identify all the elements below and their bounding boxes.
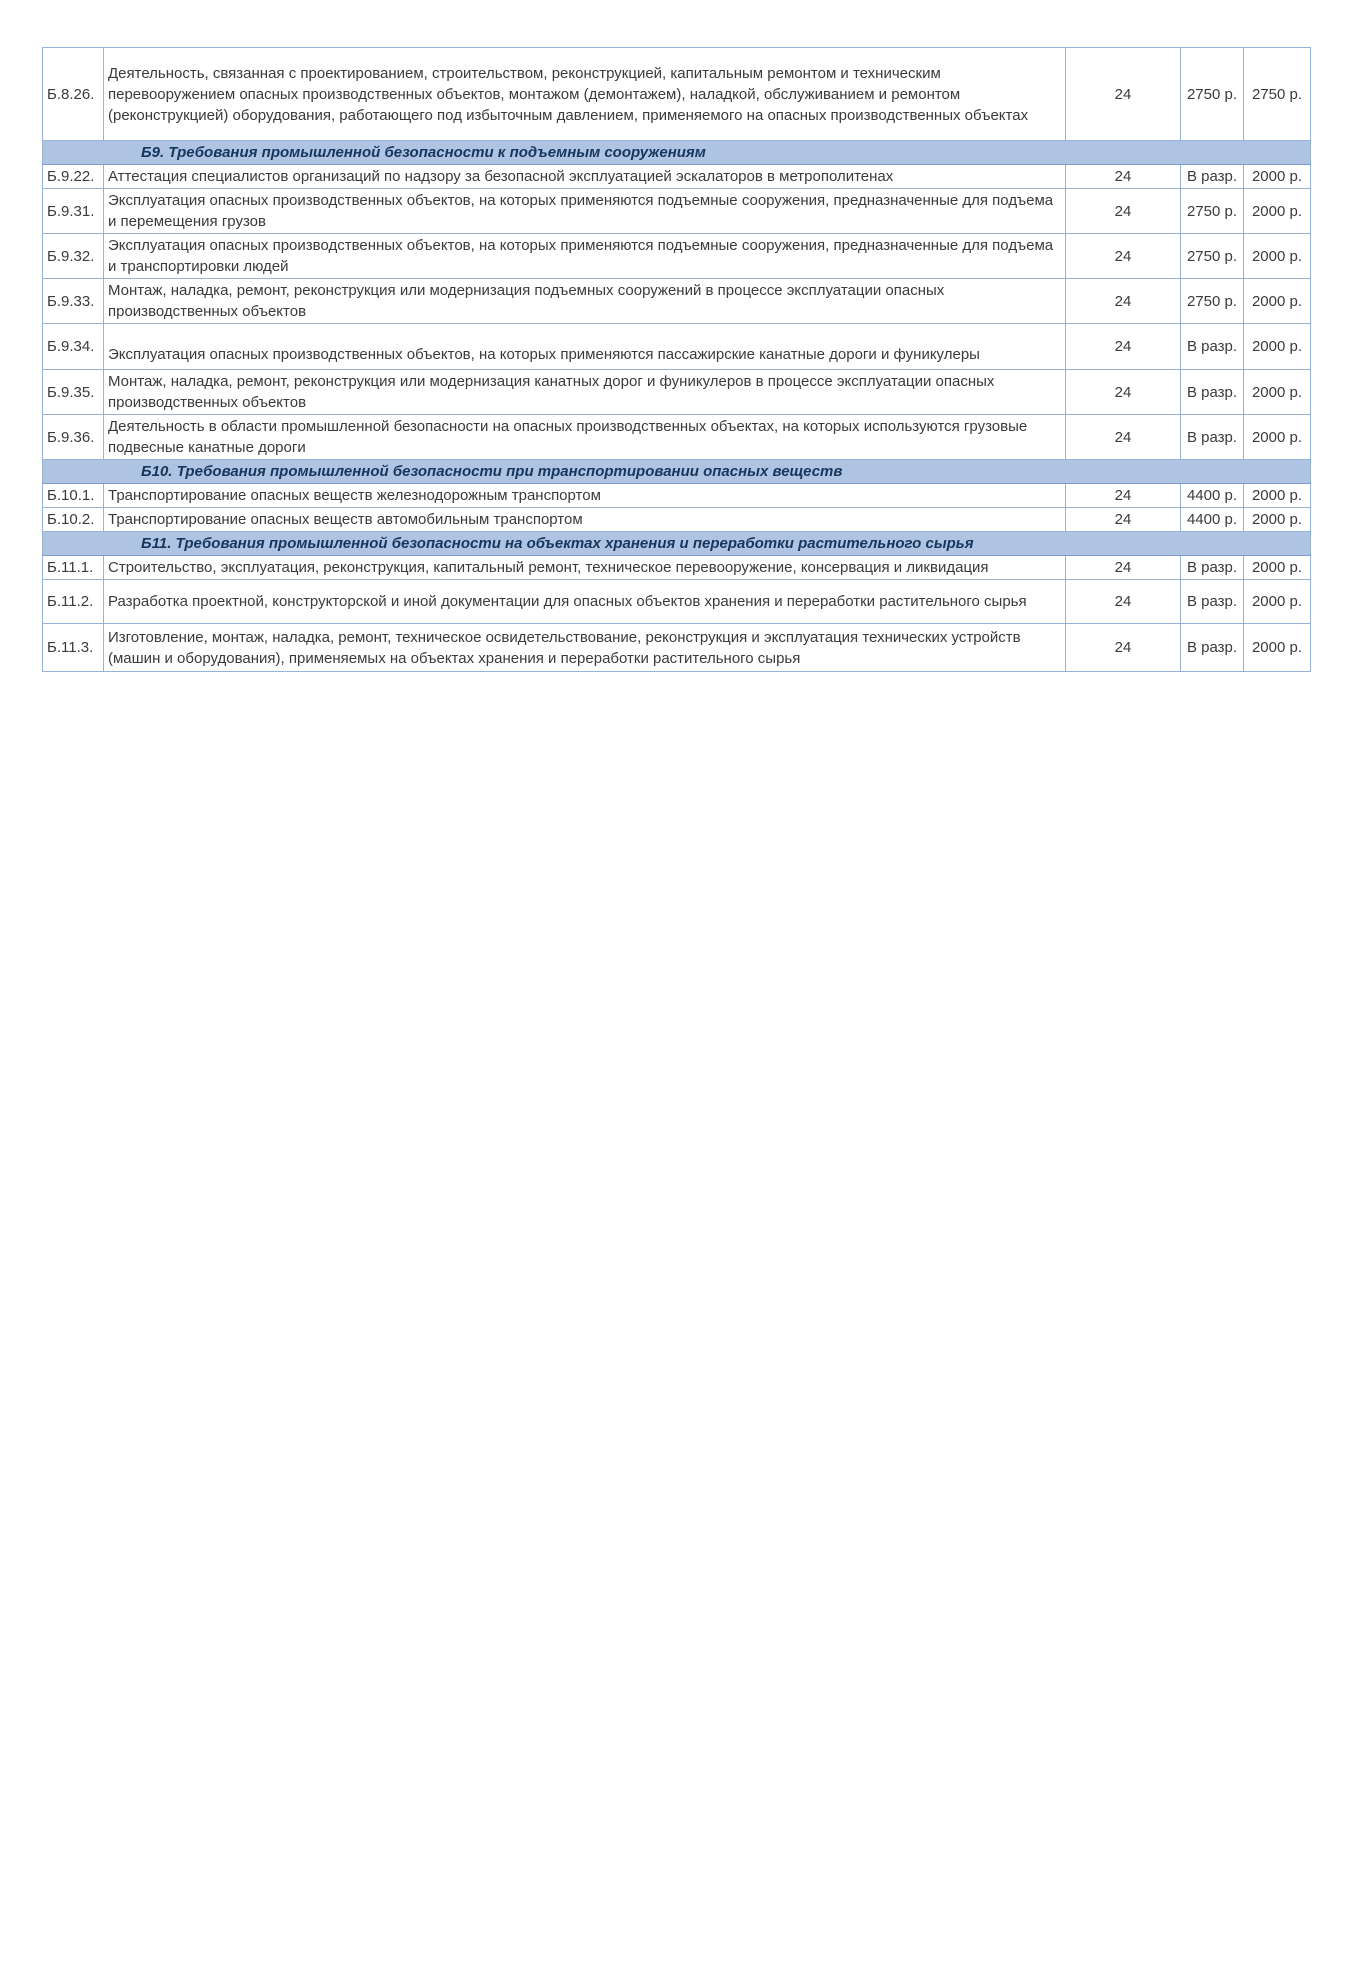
price-1-cell: 2750 р. xyxy=(1181,234,1244,279)
row-description: Эксплуатация опасных производственных объектов, на которых применяются подъемные сооружения, предназначенные для подъема и перемещения грузов xyxy=(104,189,1066,234)
price-2-cell: 2000 р. xyxy=(1244,165,1311,189)
table-row xyxy=(43,508,1311,532)
price-1-cell: 4400 р. xyxy=(1181,484,1244,508)
hours-cell: 24 xyxy=(1066,508,1181,532)
price-2-cell: 2000 р. xyxy=(1244,484,1311,508)
price-1-cell: 2750 р. xyxy=(1181,279,1244,324)
price-2-cell: 2000 р. xyxy=(1244,580,1311,624)
price-2-cell: 2000 р. xyxy=(1244,370,1311,415)
row-description: Эксплуатация опасных производственных объектов, на которых применяются подъемные сооружения, предназначенные для подъема и транспортировки людей xyxy=(104,234,1066,279)
row-code: Б.9.34. xyxy=(43,324,104,370)
hours-cell: 24 xyxy=(1066,48,1181,141)
hours-cell: 24 xyxy=(1066,580,1181,624)
row-description: Транспортирование опасных веществ железнодорожным транспортом xyxy=(104,484,1066,508)
table-row xyxy=(43,189,1311,234)
hours-cell: 24 xyxy=(1066,234,1181,279)
price-2-cell: 2000 р. xyxy=(1244,556,1311,580)
row-description: Деятельность, связанная с проектированием, строительством, реконструкцией, капитальным ремонтом и техническим перевооружением опасных производственных объектов, монтажом (демонтажем), наладкой, обслуживанием и ремонтом (реконструкцией) оборудования, работающего под избыточным давлением, применяемого на опасных производственных объектах xyxy=(104,48,1066,141)
price-1-cell: В разр. xyxy=(1181,556,1244,580)
row-description: Деятельность в области промышленной безопасности на опасных производственных объектах, на которых используются грузовые подвесные канатные дороги xyxy=(104,415,1066,460)
row-code: Б.9.35. xyxy=(43,370,104,415)
price-1-cell: В разр. xyxy=(1181,415,1244,460)
row-code: Б.11.3. xyxy=(43,624,104,672)
row-description: Транспортирование опасных веществ автомобильным транспортом xyxy=(104,508,1066,532)
price-2-cell: 2000 р. xyxy=(1244,508,1311,532)
section-header-row xyxy=(43,141,1311,165)
hours-cell: 24 xyxy=(1066,556,1181,580)
price-2-cell: 2000 р. xyxy=(1244,624,1311,672)
price-1-cell: В разр. xyxy=(1181,324,1244,370)
table-row xyxy=(43,484,1311,508)
hours-cell: 24 xyxy=(1066,415,1181,460)
section-title: Б11. Требования промышленной безопасности на объектах хранения и переработки растительного сырья xyxy=(43,532,1311,556)
hours-cell: 24 xyxy=(1066,370,1181,415)
row-code: Б.9.22. xyxy=(43,165,104,189)
table-row xyxy=(43,324,1311,370)
table-row xyxy=(43,165,1311,189)
table-row xyxy=(43,556,1311,580)
table-row xyxy=(43,370,1311,415)
row-code: Б.8.26. xyxy=(43,48,104,141)
table-row xyxy=(43,580,1311,624)
hours-cell: 24 xyxy=(1066,189,1181,234)
price-2-cell: 2000 р. xyxy=(1244,189,1311,234)
row-description: Аттестация специалистов организаций по надзору за безопасной эксплуатацией эскалаторов в метрополитенах xyxy=(104,165,1066,189)
hours-cell: 24 xyxy=(1066,484,1181,508)
row-code: Б.11.2. xyxy=(43,580,104,624)
row-description: Монтаж, наладка, ремонт, реконструкция или модернизация подъемных сооружений в процессе эксплуатации опасных производственных объектов xyxy=(104,279,1066,324)
hours-cell: 24 xyxy=(1066,624,1181,672)
section-header-row xyxy=(43,532,1311,556)
price-1-cell: 4400 р. xyxy=(1181,508,1244,532)
price-1-cell: 2750 р. xyxy=(1181,48,1244,141)
row-code: Б.10.1. xyxy=(43,484,104,508)
section-title: Б9. Требования промышленной безопасности к подъемным сооружениям xyxy=(43,141,1311,165)
row-code: Б.10.2. xyxy=(43,508,104,532)
row-code: Б.11.1. xyxy=(43,556,104,580)
price-2-cell: 2750 р. xyxy=(1244,48,1311,141)
row-code: Б.9.33. xyxy=(43,279,104,324)
table-row xyxy=(43,234,1311,279)
price-1-cell: В разр. xyxy=(1181,370,1244,415)
price-1-cell: В разр. xyxy=(1181,580,1244,624)
table-row xyxy=(43,48,1311,141)
row-description: Разработка проектной, конструкторской и иной документации для опасных объектов хранения и переработки растительного сырья xyxy=(104,580,1066,624)
table-row xyxy=(43,415,1311,460)
certification-price-table xyxy=(42,47,1311,672)
hours-cell: 24 xyxy=(1066,165,1181,189)
hours-cell: 24 xyxy=(1066,324,1181,370)
price-2-cell: 2000 р. xyxy=(1244,324,1311,370)
hours-cell: 24 xyxy=(1066,279,1181,324)
price-1-cell: 2750 р. xyxy=(1181,189,1244,234)
table-row xyxy=(43,624,1311,672)
price-2-cell: 2000 р. xyxy=(1244,279,1311,324)
row-description: Строительство, эксплуатация, реконструкция, капитальный ремонт, техническое перевооружение, консервация и ликвидация xyxy=(104,556,1066,580)
table-row xyxy=(43,279,1311,324)
section-header-row xyxy=(43,460,1311,484)
price-2-cell: 2000 р. xyxy=(1244,415,1311,460)
section-title: Б10. Требования промышленной безопасности при транспортировании опасных веществ xyxy=(43,460,1311,484)
price-1-cell: В разр. xyxy=(1181,165,1244,189)
price-2-cell: 2000 р. xyxy=(1244,234,1311,279)
row-code: Б.9.32. xyxy=(43,234,104,279)
row-description: Монтаж, наладка, ремонт, реконструкция или модернизация канатных дорог и фуникулеров в процессе эксплуатации опасных производственных объектов xyxy=(104,370,1066,415)
row-code: Б.9.36. xyxy=(43,415,104,460)
price-1-cell: В разр. xyxy=(1181,624,1244,672)
row-code: Б.9.31. xyxy=(43,189,104,234)
row-description: Эксплуатация опасных производственных объектов, на которых применяются пассажирские канатные дороги и фуникулеры xyxy=(104,324,1066,370)
row-description: Изготовление, монтаж, наладка, ремонт, техническое освидетельствование, реконструкция и эксплуатация технических устройств (машин и оборудования), применяемых на объектах хранения и переработки растительного сырья xyxy=(104,624,1066,672)
